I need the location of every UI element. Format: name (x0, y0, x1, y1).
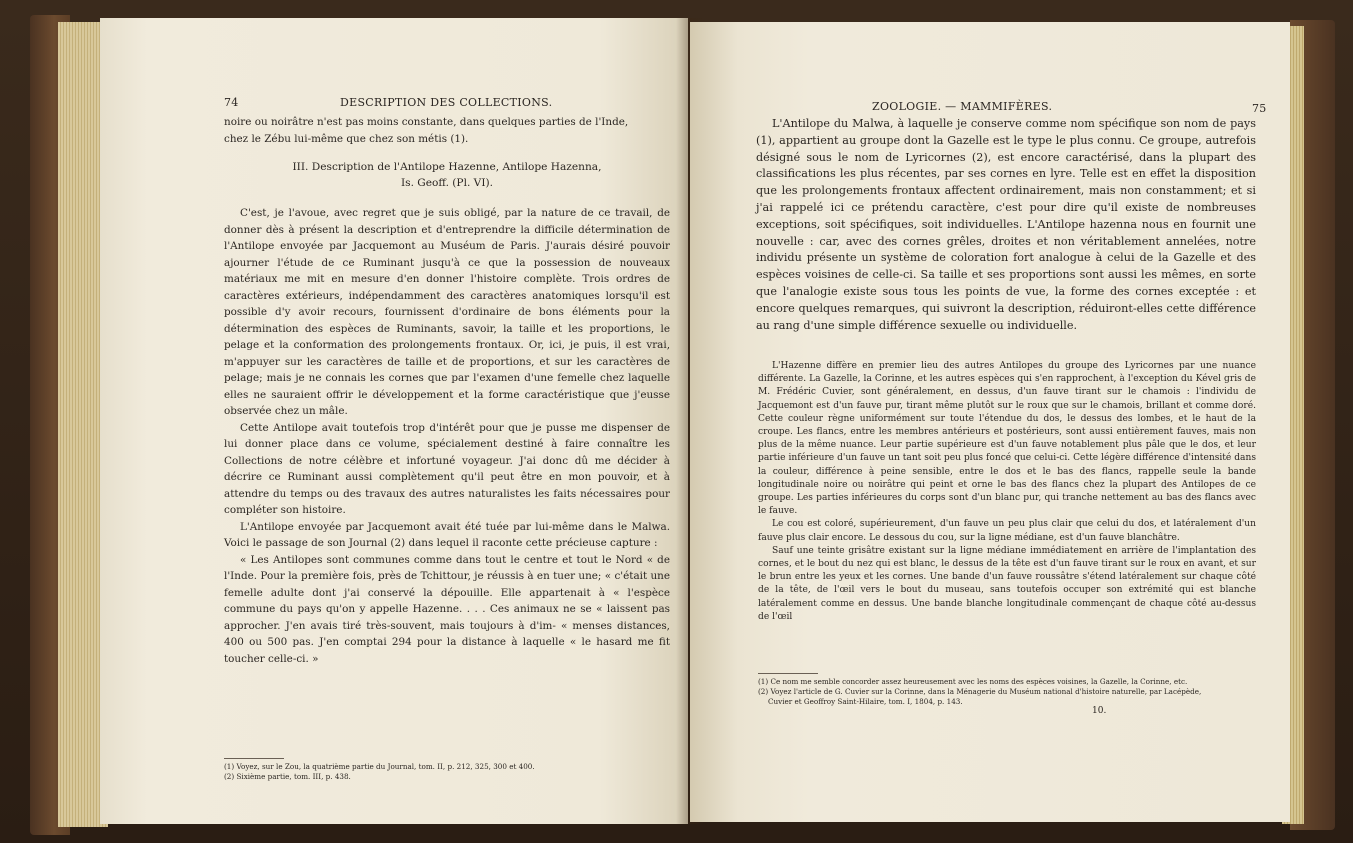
small-paragraph-2: Le cou est coloré, supérieurement, d'un fauve un peu plus clair que celui du dos, et latéralement d'un fauve plus clair encore. Le dessous du cou, sur la ligne médiane, est d'un fauve blanchâtre. (758, 519, 1256, 543)
right-footnote-2: (2) Voyez l'article de G. Cuvier sur la Corinne, dans la Ménagerie du Muséum national d'histoire naturelle, par Lacépède, (758, 687, 1202, 696)
paragraph-1: C'est, je l'avoue, avec regret que je suis obligé, par la nature de ce travail, de donner dès à présent la description et d'entreprendre la difficile détermination de l'Antilope envoyée par Jacquemont au Muséum de Paris. J'aurais désiré pouvoir ajourner l'étude de ce Ruminant jusqu'à ce que la possession de nouveaux matériaux me mit en mesure d'en donner l'histoire complète. Trois ordres de caractères extérieurs, indépendamment des caractères anatomiques lorsqu'il est possible d'y avoir recours, fournissent d'ordinaire de bons éléments pour la détermination des espèces de Ruminants, savoir, la taille et les proportions, le pelage et la conformation des prolongements frontaux. Or, ici, je puis, il est vrai, m'appuyer sur les caractères de taille et de proportions, et sur les caractères de pelage; mais je ne connais les cornes que par l'examen d'une femelle chez laquelle elles ne sauraient offrir le développement et la forme caractéristique que j'eusse observée chez un mâle. (224, 207, 670, 417)
right-footnotes (758, 677, 1201, 707)
section-heading-2: Is. Geoff. (Pl. VI). (400, 177, 494, 189)
small-paragraph-3: Sauf une teinte grisâtre existant sur la ligne médiane immédiatement en arrière de l'implantation des cornes, et le bout du nez qui est blanc, le dessus de la tête est d'un fauve tirant sur le roux en avant, et sur le brun entre les yeux et les cornes. Une bande d'un fauve roussâtre s'étend latéralement sur chaque côté de la tête, de l'œil vers le bout du museau, sans toutefois occuper son extrémité qui est blanche latéralement comme en dessus. Une bande blanche longitudinale commençant de chaque côté au-dessus de l'œil (758, 545, 1256, 622)
left-page (100, 18, 688, 824)
paragraph-2: Cette Antilope avait toutefois trop d'intérêt pour que je pusse me dispenser de lui donner place dans ce volume, spécialement destiné à faire connaître les Collections de notre célèbre et infortuné voyageur. J'ai donc dû me décider à décrire ce Ruminant aussi complètement qu'il peut être en mon pouvoir, et à attendre du temps ou des travaux des autres naturalistes les faits nécessaires pour compléter son histoire. (224, 421, 670, 516)
section-heading-1: III. Description de l'Antilope Hazenne, Antilope Hazenna, (292, 161, 602, 173)
intro-line-2: chez le Zébu lui-même que chez son métis (1). (224, 132, 469, 145)
left-page-number: 74 (224, 96, 239, 109)
right-page (690, 22, 1290, 822)
right-running-head: ZOOLOGIE. — MAMMIFÈRES. (872, 100, 1053, 113)
footnote-1: (1) Voyez, sur le Zou, la quatrième partie du Journal, tom. II, p. 212, 325, 300 et 400. (224, 762, 535, 771)
right-small-body (758, 360, 1256, 624)
footnote-rule (224, 758, 284, 759)
paragraph-3: L'Antilope envoyée par Jacquemont avait été tuée par lui-même dans le Malwa. Voici le passage de son Journal (2) dans lequel il raconte cette précieuse capture : (224, 520, 670, 549)
right-footnote-rule (758, 673, 818, 674)
right-footnote-3: Cuvier et Geoffroy Saint-Hilaire, tom. I, 1804, p. 143. (768, 697, 963, 706)
left-body (224, 114, 670, 667)
right-page-number: 75 (1252, 102, 1267, 115)
right-footnote-1: (1) Ce nom me semble concorder assez heureusement avec les noms des espèces voisines, la Gazelle, la Corinne, etc. (758, 677, 1188, 686)
left-footnotes (224, 762, 535, 782)
right-paragraph-1: L'Antilope du Malwa, à laquelle je conserve comme nom spécifique son nom de pays (1), appartient au groupe dont la Gazelle est le type le plus connu. Ce groupe, autrefois désigné sous le nom de Lyricornes (2), est encore caractérisé, dans la plupart des classifications les plus récentes, par ses cornes en lyre. Telle est en effet la disposition que les prolongements frontaux affectent ordinairement, mais non constamment; et si j'ai rappelé ici ce prétendu caractère, c'est pour dire qu'il existe de nombreuses exceptions, soit spécifiques, soit individuelles. L'Antilope hazenna nous en fournit une nouvelle : car, avec des cornes grêles, droites et non véritablement annelées, notre individu présente un système de coloration fort analogue à celui de la Gazelle et des espèces voisines de celle-ci. Sa taille et ses proportions sont aussi les mêmes, en sorte que l'analogie existe sous tous les points de vue, la forme des cornes exceptée : et encore quelques remarques, qui suivront la description, réduiront-elles cette différence au rang d'une simple différence sexuelle ou individuelle. (756, 117, 1256, 332)
small-paragraph-1: L'Hazenne diffère en premier lieu des autres Antilopes du groupe des Lyricornes par une nuance différente. La Gazelle, la Corinne, et les autres espèces qui s'en rapprochent, à l'exception du Kével gris de M. Frédéric Cuvier, sont généralement, en dessus, d'un fauve tirant sur le chamois : l'individu de Jacquemont est d'un fauve pur, tirant même plutôt sur le roux que sur le chamois, brillant et comme doré. Cette couleur règne uniformément sur toute l'étendue du dos, le dessus des lombes, et le haut de la croupe. Les flancs, entre les membres antérieurs et postérieurs, sont aussi entièrement fauves, mais non plus de la même nuance. Leur partie supérieure est d'un fauve notablement plus pâle que le dos, et leur partie inférieure d'un fauve un tant soit peu plus foncé que celui-ci. Cette légère différence d'intensité dans la couleur, différence à peine sensible, entre le dos et le bas des flancs, rappelle seule la bande longitudinale noire ou noirâtre qui peint et orne le bas des flancs chez la plupart des Antilopes de ce groupe. Les parties inférieures du corps sont d'un blanc pur, qui tranche nettement au bas des flancs avec le fauve. (758, 361, 1256, 517)
journal-quote: « Les Antilopes sont communes comme dans tout le centre et tout le Nord « de l'Inde. Pour la première fois, près de Tchittour, je réussis à en tuer une; « c'était une femelle adulte dont j'ai conservé la dépouille. Elle appartenait à « l'espèce commune du pays qu'on y appelle Hazenne. . . . Ces animaux ne se « laissent pas approcher. J'en avais tiré très-souvent, mais toujours à d'im- « menses distances, 400 ou 500 pas. J'en comptai 294 pour la distance à laquelle « le hasard me fit toucher celle-ci. » (224, 553, 670, 665)
footnote-2: (2) Sixième partie, tom. III, p. 438. (224, 772, 351, 781)
intro-line-1: noire ou noirâtre n'est pas moins constante, dans quelques parties de l'Inde, (224, 116, 629, 128)
signature-mark: 10. (1092, 706, 1107, 716)
right-body (756, 116, 1256, 334)
left-running-head: DESCRIPTION DES COLLECTIONS. (340, 96, 553, 109)
